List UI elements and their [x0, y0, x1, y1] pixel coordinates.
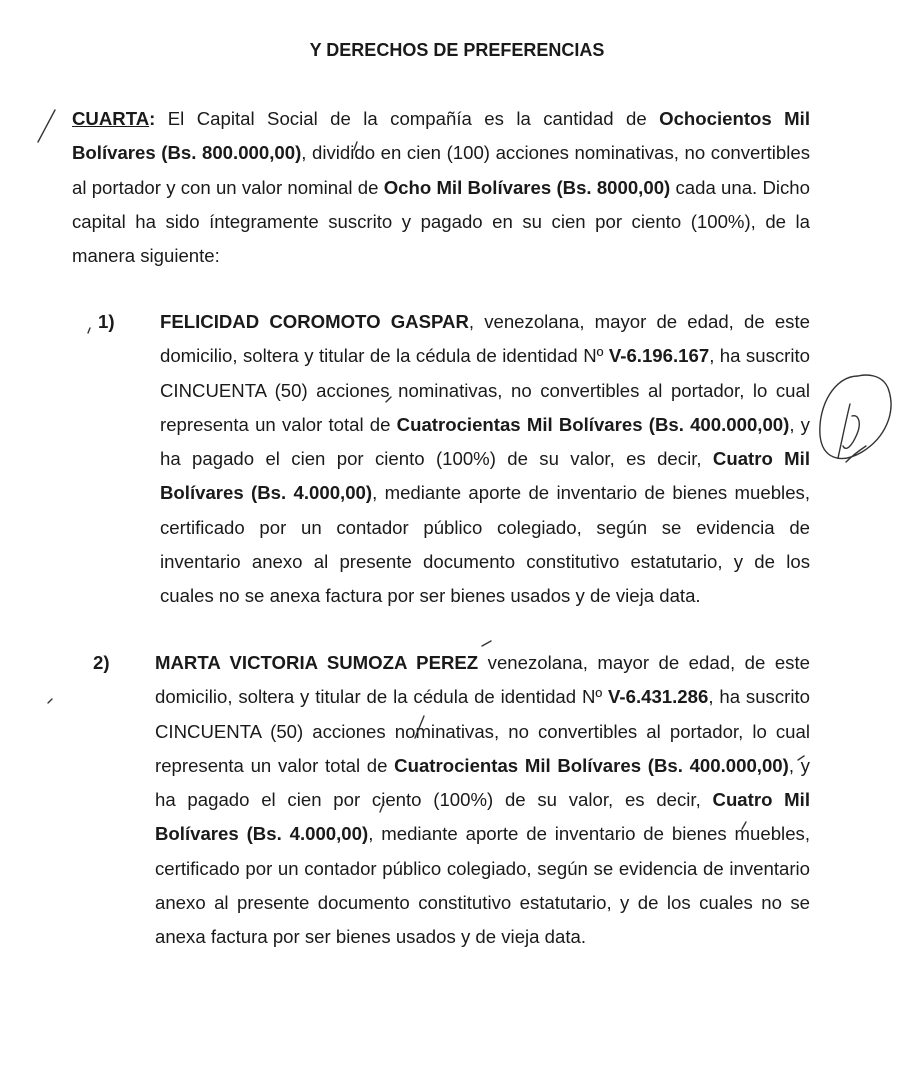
nominal-value: Ocho Mil Bolívares (Bs. 8000,00) [383, 176, 671, 198]
item-text-3: , y ha pagado el cien por ciento (100%) de su valor, es decir, [160, 413, 810, 470]
shareholder-name: FELICIDAD COROMOTO GASPAR [160, 311, 469, 332]
shareholder-item-1 [160, 305, 810, 614]
clause-text-1: El Capital Social de la compañía es la cantidad de [155, 108, 660, 129]
shareholder-item-2 [155, 646, 810, 955]
item-number-2: 2) [93, 652, 110, 673]
item-text-1: venezolana, mayor de edad, de este domicilio, soltera y titular de la cédula de identidad Nº [155, 652, 810, 708]
margin-signature [820, 375, 891, 462]
clause-text-2: , dividido en cien (100) acciones nominativas, no convertibles al portador y con un valor nominal de [72, 142, 810, 198]
total-value: Cuatrocientas Mil Bolívares (Bs. 400.000,00) [396, 413, 790, 435]
item-text-3: , y ha pagado el cien por ciento (100%) de su valor, es decir, [155, 754, 810, 811]
clause-cuarta [72, 102, 810, 273]
margin-tick-mark [38, 110, 55, 142]
clause-label: CUARTA [72, 108, 150, 129]
item-text-4: , mediante aporte de inventario de bienes muebles, certificado por un contador público colegiado, según se evidencia de inventario anexo al presente documento constitutivo estatutario, y de los cuales no se anexa factura por ser bienes usados y de vieja data. [160, 482, 810, 607]
id-number: V-6.196.167 [608, 345, 710, 367]
item-text-4: , mediante aporte de inventario de bienes muebles, certificado por un contador público colegiado, según se evidencia de inventario anexo al presente documento constitutivo estatutario, y de los cuales no se anexa factura por ser bienes usados y de vieja data. [155, 823, 810, 948]
item-number-1: 1) [98, 311, 115, 332]
item-text-2: , ha suscrito CINCUENTA (50) acciones nominativas, no convertibles al portador, lo cual representa un valor total de [160, 345, 810, 435]
total-value: Cuatrocientas Mil Bolívares (Bs. 400.000,00) [394, 754, 789, 776]
shareholder-name: MARTA VICTORIA SUMOZA PEREZ [155, 652, 479, 673]
id-number: V-6.431.286 [608, 686, 709, 708]
margin-dot-mark [88, 328, 90, 333]
clause-colon: : [149, 108, 156, 129]
margin-dot-mark [48, 699, 52, 703]
paid-value: Cuatro Mil Bolívares (Bs. 4.000,00) [160, 448, 810, 504]
item-text-1: , venezolana, mayor de edad, de este domicilio, soltera y titular de la cédula de identidad Nº [160, 311, 810, 367]
section-heading: Y DERECHOS DE PREFERENCIAS [309, 40, 605, 60]
capital-amount: Ochocientos Mil Bolívares (Bs. 800.000,00) [72, 108, 811, 164]
item-text-2: , ha suscrito CINCUENTA (50) acciones nominativas, no convertibles al portador, lo cual representa un valor total de [155, 686, 810, 776]
clause-text-3: cada una. Dicho capital ha sido íntegramente suscrito y pagado en su cien por ciento (100%), de la manera siguiente: [72, 176, 810, 267]
paid-value: Cuatro Mil Bolívares (Bs. 4.000,00) [155, 789, 810, 845]
